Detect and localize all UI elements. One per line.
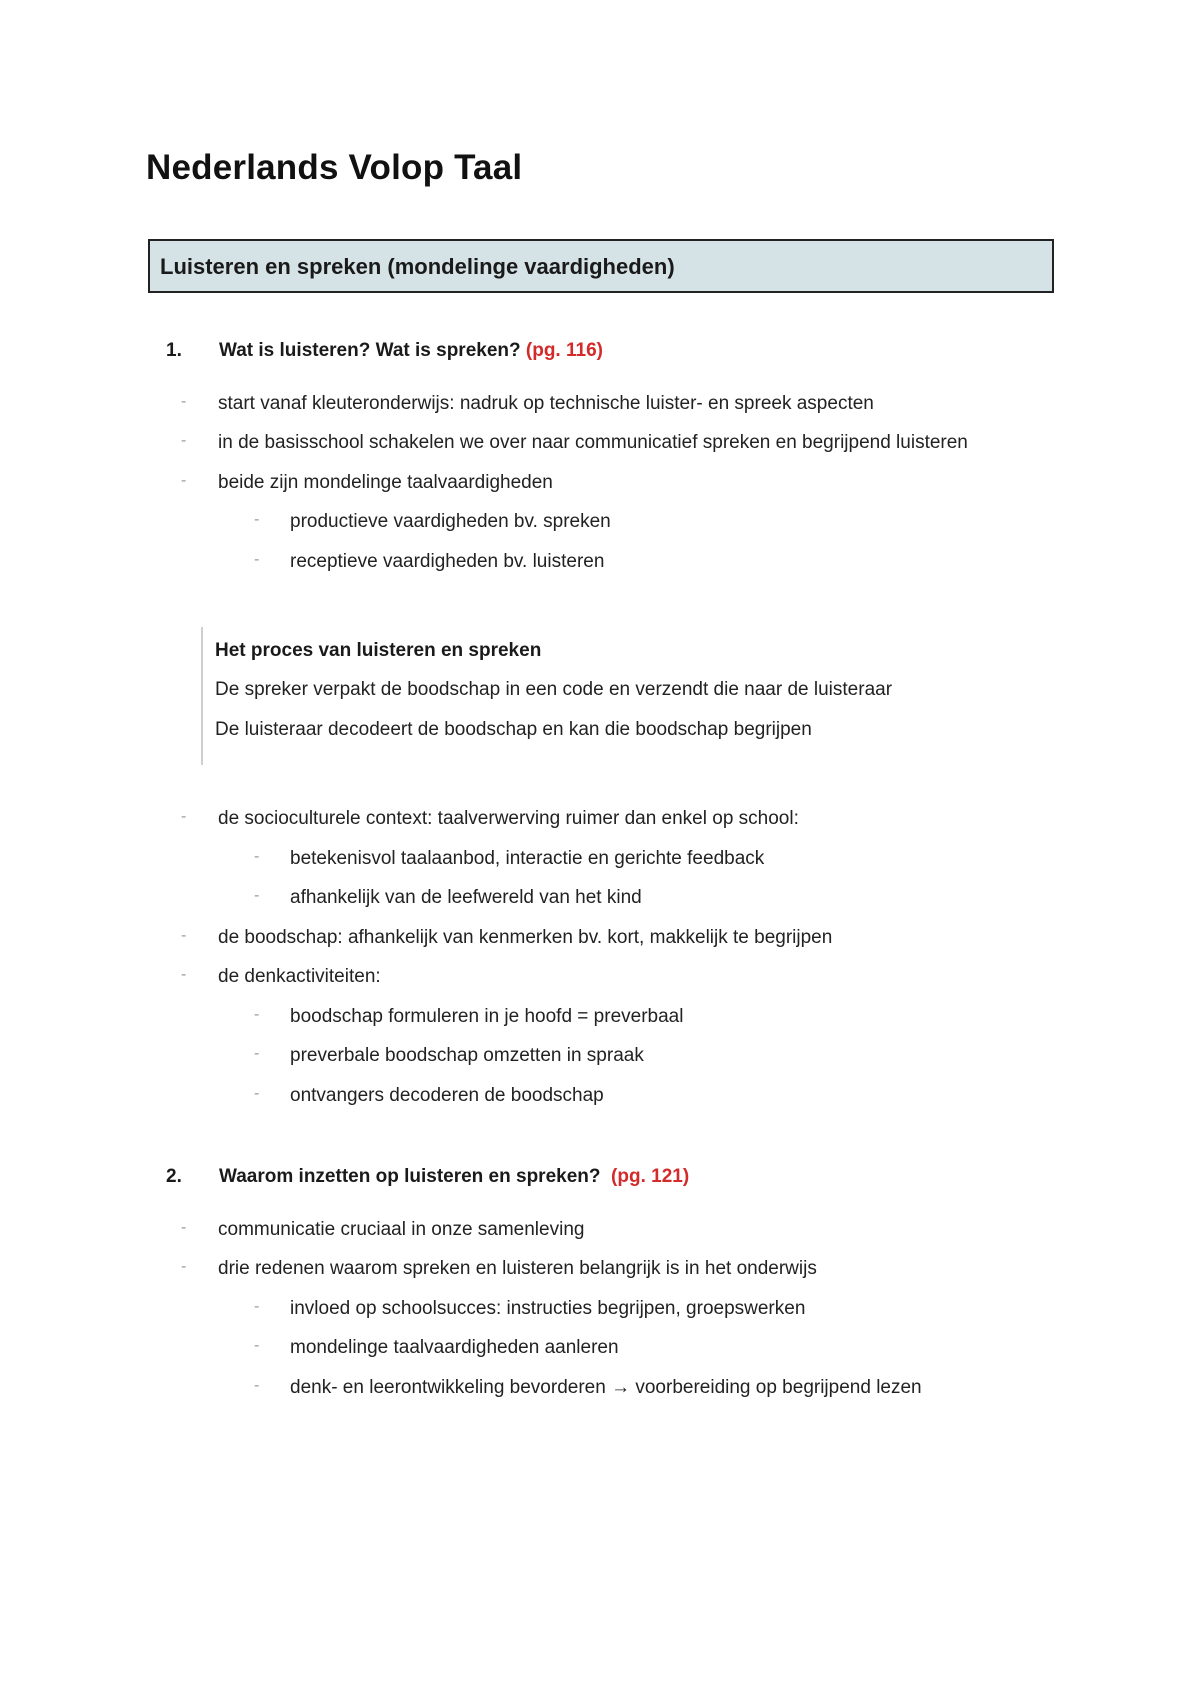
list-item-text: mondelinge taalvaardigheden aanleren [290, 1337, 619, 1358]
process-callout [201, 627, 1023, 765]
list-item [181, 472, 553, 494]
question-text [219, 1166, 689, 1188]
section-header: Luisteren en spreken (mondelinge vaardigheden) [148, 239, 1054, 293]
question-label: Wat is luisteren? Wat is spreken? [219, 340, 521, 361]
list-item [181, 393, 874, 415]
list-item-text: ontvangers decoderen de boodschap [290, 1085, 604, 1106]
bullet-dash-icon: - [181, 432, 187, 449]
bullet-dash-icon: - [181, 966, 187, 983]
bullet-dash-icon: - [254, 551, 260, 568]
list-item-text: betekenisvol taalaanbod, interactie en gerichte feedback [290, 848, 765, 869]
list-item-text: beide zijn mondelinge taalvaardigheden [218, 472, 553, 493]
list-item-text: denk- en leerontwikkeling bevorderen → voorbereiding op begrijpend lezen [290, 1377, 922, 1398]
bullet-dash-icon: - [181, 393, 187, 410]
sub-list-item [254, 1377, 922, 1399]
list-item-text: receptieve vaardigheden bv. luisteren [290, 551, 605, 572]
bullet-dash-icon: - [181, 927, 187, 944]
list-item-text: preverbale boodschap omzetten in spraak [290, 1045, 644, 1066]
bullet-dash-icon: - [254, 1045, 260, 1062]
list-item-text: afhankelijk van de leefwereld van het kind [290, 887, 642, 908]
sub-list-item [254, 1006, 684, 1028]
callout-line: De spreker verpakt de boodschap in een code en verzendt die naar de luisteraar [215, 679, 893, 700]
list-item-text: in de basisschool schakelen we over naar communicatief spreken en begrijpend luisteren [218, 432, 968, 453]
list-item [181, 1258, 817, 1280]
callout-title: Het proces van luisteren en spreken [215, 640, 542, 661]
question-label: Waarom inzetten op luisteren en spreken? [219, 1166, 601, 1187]
sub-list-item [254, 1085, 604, 1107]
bullet-dash-icon: - [254, 1377, 260, 1394]
page-reference: (pg. 121) [611, 1166, 690, 1187]
list-item-text: start vanaf kleuteronderwijs: nadruk op technische luister- en spreek aspecten [218, 393, 874, 414]
callout-line: De luisteraar decodeert de boodschap en kan die boodschap begrijpen [215, 719, 812, 740]
list-item-text: invloed op schoolsucces: instructies begrijpen, groepswerken [290, 1298, 806, 1319]
list-item [181, 432, 968, 454]
bullet-dash-icon: - [254, 1337, 260, 1354]
list-item [181, 1219, 585, 1241]
list-item [181, 808, 799, 830]
bullet-dash-icon: - [254, 1006, 260, 1023]
list-item-text: productieve vaardigheden bv. spreken [290, 511, 611, 532]
bullet-dash-icon: - [181, 808, 187, 825]
sub-list-item [254, 1337, 619, 1359]
page-reference: (pg. 116) [525, 340, 603, 361]
list-item-text: boodschap formuleren in je hoofd = preverbaal [290, 1006, 684, 1027]
list-item-text: de denkactiviteiten: [218, 966, 381, 987]
document-title: Nederlands Volop Taal [146, 148, 523, 187]
bullet-dash-icon: - [254, 511, 260, 528]
list-item [181, 966, 381, 988]
list-item-text: de boodschap: afhankelijk van kenmerken bv. kort, makkelijk te begrijpen [218, 927, 833, 948]
question-number: 1. [166, 340, 182, 361]
sub-list-item [254, 551, 605, 573]
sub-list-item [254, 1298, 806, 1320]
bullet-dash-icon: - [254, 848, 260, 865]
sub-list-item [254, 511, 611, 533]
sub-list-item [254, 1045, 644, 1067]
question-number: 2. [166, 1166, 182, 1187]
list-item-text: de socioculturele context: taalverwerving ruimer dan enkel op school: [218, 808, 799, 829]
bullet-dash-icon: - [181, 1258, 187, 1275]
list-item-text: communicatie cruciaal in onze samenleving [218, 1219, 585, 1240]
bullet-dash-icon: - [254, 1298, 260, 1315]
sub-list-item [254, 848, 765, 870]
list-item [181, 927, 833, 949]
bullet-dash-icon: - [254, 1085, 260, 1102]
sub-list-item [254, 887, 642, 909]
bullet-dash-icon: - [254, 887, 260, 904]
bullet-dash-icon: - [181, 472, 187, 489]
bullet-dash-icon: - [181, 1219, 187, 1236]
question-text [219, 340, 603, 362]
list-item-text: drie redenen waarom spreken en luisteren belangrijk is in het onderwijs [218, 1258, 817, 1279]
